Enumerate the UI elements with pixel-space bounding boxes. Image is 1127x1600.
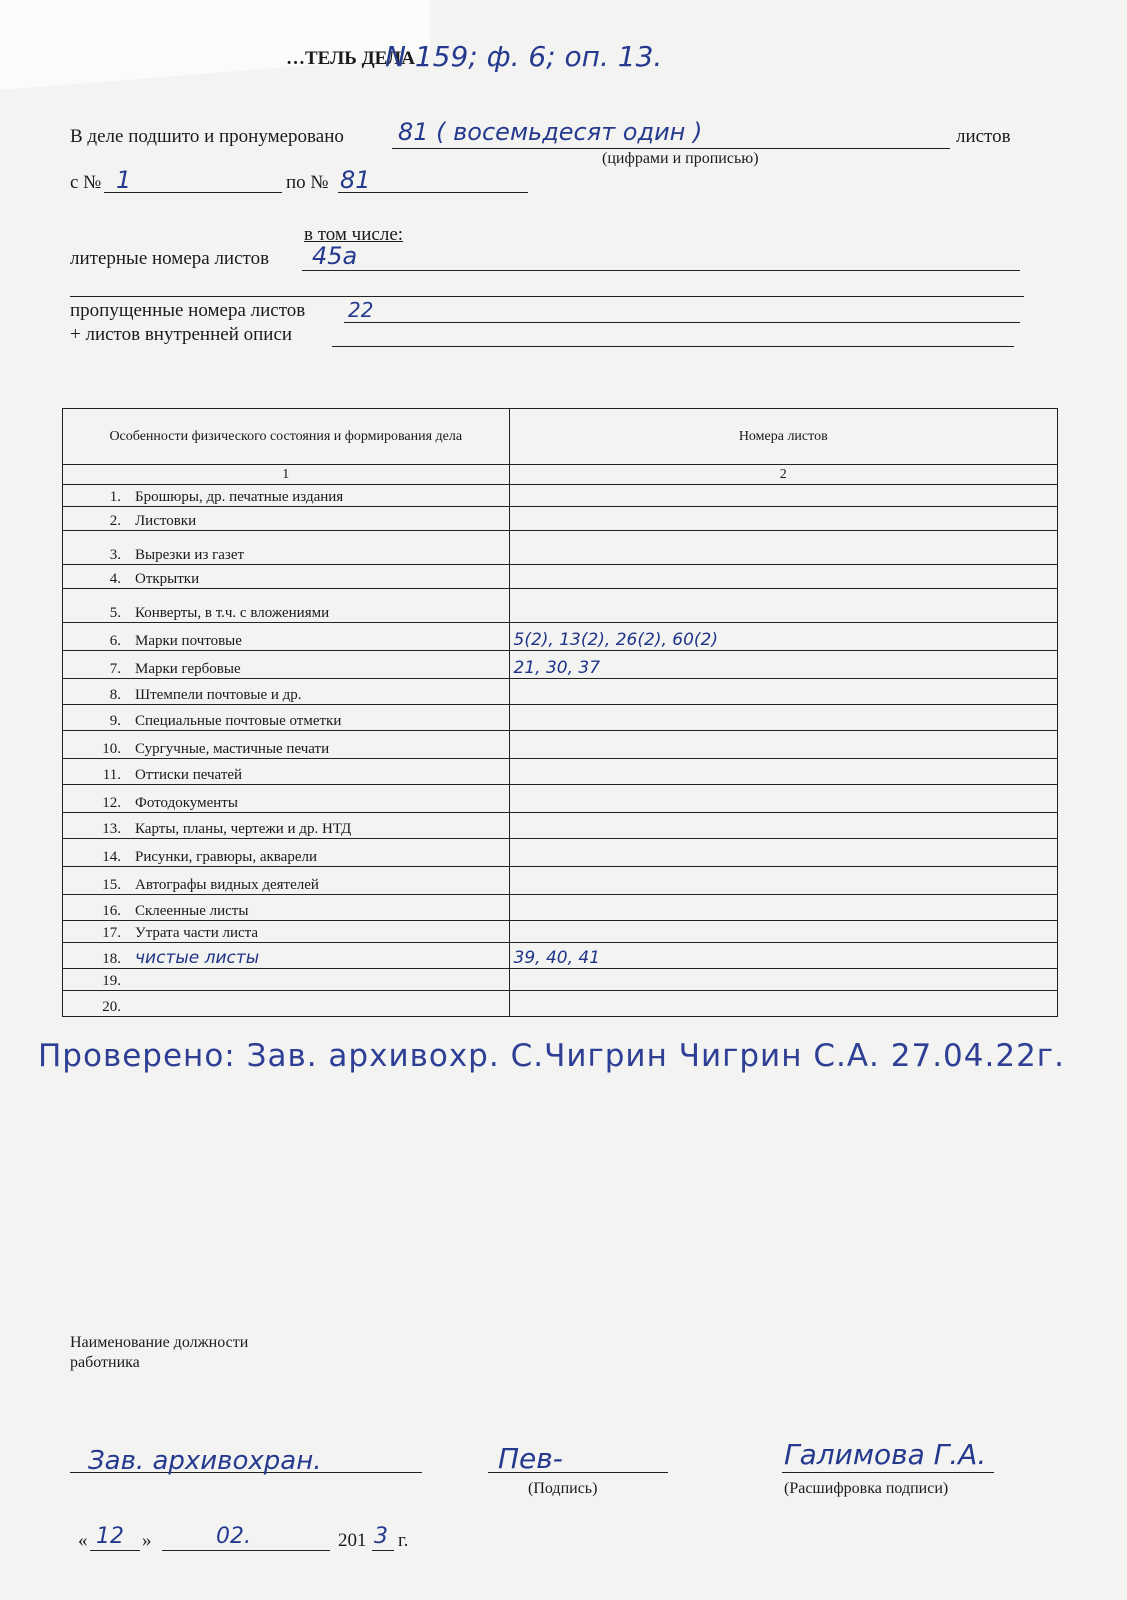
date-month-underline bbox=[162, 1550, 330, 1551]
inner-inventory-underline bbox=[332, 346, 1014, 347]
row-sheets-cell bbox=[509, 991, 1057, 1017]
date-day-underline bbox=[90, 1550, 140, 1551]
page-title: …ТЕЛЬ ДЕЛА bbox=[286, 48, 415, 69]
row-feature-cell bbox=[63, 921, 510, 943]
decode-value: Галимова Г.А. bbox=[784, 1438, 987, 1471]
date-suffix: г. bbox=[398, 1530, 409, 1551]
table-row bbox=[63, 705, 1058, 731]
from-number-value: 1 bbox=[116, 166, 132, 194]
physical-features-table bbox=[62, 408, 1058, 1017]
row-number: 1. bbox=[109, 489, 121, 505]
sheets-count-underline bbox=[392, 148, 950, 149]
row-feature-cell bbox=[63, 705, 510, 731]
sheets-hint: (цифрами и прописью) bbox=[602, 150, 759, 167]
missing-numbers-underline bbox=[344, 322, 1020, 323]
row-label: Брошюры, др. печатные издания bbox=[135, 489, 344, 505]
row-number: 18. bbox=[102, 951, 121, 967]
date-quote-close: » bbox=[142, 1530, 152, 1551]
row-feature-cell bbox=[63, 623, 510, 651]
folded-corner-overlay bbox=[0, 0, 430, 90]
row-label: Автографы видных деятелей bbox=[135, 877, 319, 893]
col1-number: 1 bbox=[63, 465, 510, 485]
signature-label: (Подпись) bbox=[528, 1480, 598, 1497]
row-sheets-cell bbox=[509, 565, 1057, 589]
date-year-value: 3 bbox=[374, 1524, 388, 1549]
row-number: 16. bbox=[102, 903, 121, 919]
from-number-label: с № bbox=[70, 172, 102, 193]
row-sheets-cell bbox=[509, 839, 1057, 867]
table-row bbox=[63, 589, 1058, 623]
row-label: Рисунки, гравюры, акварели bbox=[135, 849, 318, 865]
row-label: Сургучные, мастичные печати bbox=[135, 741, 330, 757]
table-row bbox=[63, 565, 1058, 589]
literal-numbers-underline bbox=[302, 270, 1020, 271]
table-row bbox=[63, 731, 1058, 759]
row-sheets-cell bbox=[509, 867, 1057, 895]
row-label: чистые листы bbox=[135, 948, 260, 968]
literal-numbers-value: 45а bbox=[312, 242, 358, 270]
including-title: в том числе: bbox=[304, 224, 404, 245]
table-header-row bbox=[63, 409, 1058, 465]
row-sheets-cell bbox=[509, 731, 1057, 759]
row-number: 9. bbox=[109, 713, 121, 729]
row-sheets-cell bbox=[509, 813, 1057, 839]
table-row bbox=[63, 485, 1058, 507]
row-number: 4. bbox=[109, 571, 121, 587]
row-sheets-cell bbox=[509, 507, 1057, 531]
row-feature-cell bbox=[63, 759, 510, 785]
row-label: Листовки bbox=[135, 513, 197, 529]
row-feature-cell bbox=[63, 589, 510, 623]
date-day-value: 12 bbox=[96, 1524, 124, 1549]
row-feature-cell bbox=[63, 895, 510, 921]
archive-reference-handwritten: N 159; ф. 6; оп. 13. bbox=[385, 40, 663, 73]
table-row bbox=[63, 623, 1058, 651]
row-number: 12. bbox=[102, 795, 121, 811]
row-sheets-cell bbox=[509, 589, 1057, 623]
row-feature-cell bbox=[63, 991, 510, 1017]
missing-numbers-value: 22 bbox=[348, 298, 374, 322]
row-sheets-cell bbox=[509, 785, 1057, 813]
row-number: 3. bbox=[109, 547, 121, 563]
row-sheets-cell bbox=[509, 921, 1057, 943]
row-label: Карты, планы, чертежи и др. НТД bbox=[135, 821, 352, 837]
row-number: 20. bbox=[102, 999, 121, 1015]
row-label: Склеенные листы bbox=[135, 903, 249, 919]
row-number: 14. bbox=[102, 849, 121, 865]
decode-underline bbox=[782, 1472, 994, 1473]
row-sheets-cell bbox=[509, 531, 1057, 565]
table-row bbox=[63, 651, 1058, 679]
table-number-row bbox=[63, 465, 1058, 485]
row-feature-cell bbox=[63, 943, 510, 969]
blank-underline bbox=[70, 296, 1024, 297]
date-year-prefix: 201 bbox=[338, 1530, 367, 1551]
sheets-suffix: листов bbox=[956, 126, 1011, 147]
table-row bbox=[63, 991, 1058, 1017]
row-label: Фотодокументы bbox=[135, 795, 238, 811]
row-feature-cell bbox=[63, 839, 510, 867]
row-number: 5. bbox=[109, 605, 121, 621]
row-number: 19. bbox=[102, 973, 121, 989]
to-number-label: по № bbox=[286, 172, 329, 193]
table-row bbox=[63, 507, 1058, 531]
row-number: 8. bbox=[109, 687, 121, 703]
sheets-count-value: 81 ( восемьдесят один ) bbox=[398, 118, 703, 146]
position-label-2: работника bbox=[70, 1354, 140, 1371]
decode-label: (Расшифровка подписи) bbox=[784, 1480, 949, 1497]
literal-numbers-label: литерные номера листов bbox=[70, 248, 270, 269]
row-sheets-value: 5(2), 13(2), 26(2), 60(2) bbox=[513, 630, 718, 650]
col2-number: 2 bbox=[509, 465, 1057, 485]
row-sheets-cell bbox=[509, 759, 1057, 785]
date-month-value: 02. bbox=[216, 1524, 251, 1549]
row-feature-cell bbox=[63, 813, 510, 839]
missing-numbers-label: пропущенные номера листов bbox=[70, 300, 306, 321]
table-row bbox=[63, 679, 1058, 705]
table-row bbox=[63, 921, 1058, 943]
row-number: 13. bbox=[102, 821, 121, 837]
row-sheets-cell bbox=[509, 969, 1057, 991]
row-sheets-cell bbox=[509, 485, 1057, 507]
row-feature-cell bbox=[63, 485, 510, 507]
row-sheets-cell bbox=[509, 623, 1057, 651]
row-sheets-cell bbox=[509, 705, 1057, 731]
table-row bbox=[63, 813, 1058, 839]
row-feature-cell bbox=[63, 679, 510, 705]
row-label: Вырезки из газет bbox=[135, 547, 245, 563]
row-feature-cell bbox=[63, 731, 510, 759]
inner-inventory-label: + листов внутренней описи bbox=[70, 324, 293, 345]
sheets-count-label: В деле подшито и пронумеровано bbox=[70, 126, 344, 147]
row-number: 6. bbox=[109, 633, 121, 649]
row-sheets-cell bbox=[509, 943, 1057, 969]
row-number: 2. bbox=[109, 513, 121, 529]
row-label: Марки почтовые bbox=[135, 633, 242, 649]
row-number: 11. bbox=[102, 767, 121, 783]
to-number-value: 81 bbox=[340, 166, 371, 194]
table-row bbox=[63, 839, 1058, 867]
row-feature-cell bbox=[63, 867, 510, 895]
checked-note-handwritten: Проверено: Зав. архивохр. С.Чигрин Чигрин С.А. 27.04.22г. bbox=[38, 1038, 1065, 1074]
row-label: Специальные почтовые отметки bbox=[135, 713, 342, 729]
row-sheets-cell bbox=[509, 895, 1057, 921]
row-label: Утрата части листа bbox=[135, 925, 259, 941]
row-label: Конверты, в т.ч. с вложениями bbox=[135, 605, 330, 621]
position-label-1: Наименование должности bbox=[70, 1334, 249, 1351]
table-row bbox=[63, 895, 1058, 921]
date-quote-open: « bbox=[78, 1530, 88, 1551]
table-row bbox=[63, 759, 1058, 785]
row-label: Марки гербовые bbox=[135, 661, 241, 677]
row-sheets-cell bbox=[509, 651, 1057, 679]
row-number: 10. bbox=[102, 741, 121, 757]
row-feature-cell bbox=[63, 969, 510, 991]
table-row bbox=[63, 943, 1058, 969]
row-sheets-value: 39, 40, 41 bbox=[513, 948, 601, 968]
col2-header: Номера листов bbox=[509, 409, 1057, 465]
row-label: Открытки bbox=[135, 571, 200, 587]
table-row bbox=[63, 969, 1058, 991]
signature-value: Пев- bbox=[498, 1442, 563, 1475]
row-number: 15. bbox=[102, 877, 121, 893]
table-row bbox=[63, 531, 1058, 565]
row-number: 17. bbox=[102, 925, 121, 941]
row-number: 7. bbox=[109, 661, 121, 677]
col1-header: Особенности физического состояния и формирования дела bbox=[63, 409, 510, 465]
row-feature-cell bbox=[63, 651, 510, 679]
row-feature-cell bbox=[63, 507, 510, 531]
row-sheets-cell bbox=[509, 679, 1057, 705]
row-label: Оттиски печатей bbox=[135, 767, 243, 783]
row-feature-cell bbox=[63, 785, 510, 813]
row-feature-cell bbox=[63, 531, 510, 565]
date-year-underline bbox=[372, 1550, 394, 1551]
table-row bbox=[63, 867, 1058, 895]
row-label: Штемпели почтовые и др. bbox=[135, 687, 302, 703]
row-feature-cell bbox=[63, 565, 510, 589]
position-value: Зав. архивохран. bbox=[88, 1446, 322, 1476]
table-row bbox=[63, 785, 1058, 813]
row-sheets-value: 21, 30, 37 bbox=[513, 658, 601, 678]
